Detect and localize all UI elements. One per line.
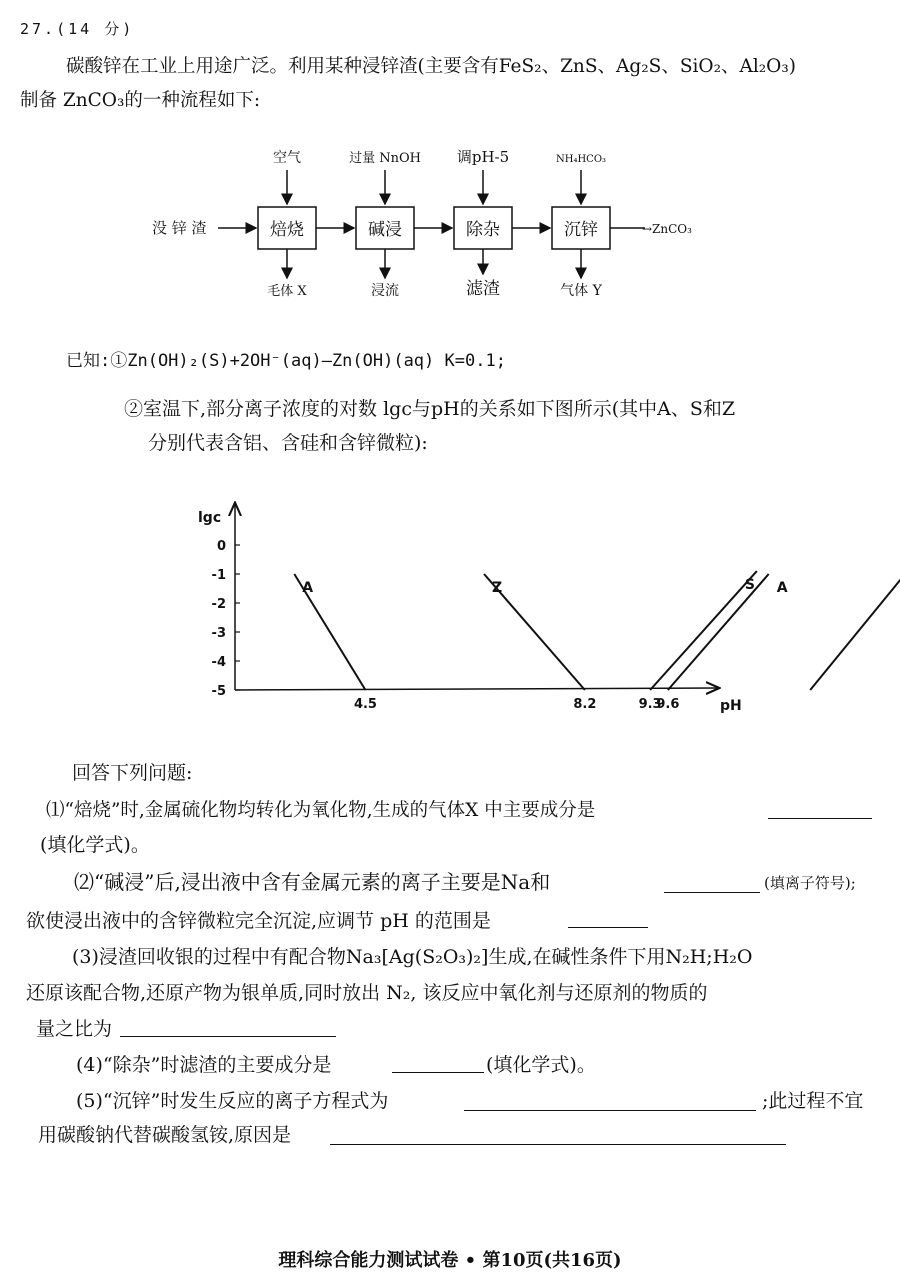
flow-output-leach: 浸流 [371, 283, 399, 299]
x-tick-label: 4.5 [353, 697, 377, 712]
known-item-2-line-2: 分别代表含铝、含硅和含锌微粒): [148, 432, 428, 454]
x-tick-label: 9.6 [656, 697, 680, 712]
series-label-a: A [776, 580, 788, 596]
question-number: 27.(14 分) [20, 20, 135, 38]
series-line-s-2 [650, 571, 757, 690]
q2-ion-blank[interactable] [664, 892, 760, 893]
flow-step-alkali-leach [356, 207, 414, 249]
q3-ratio-blank[interactable] [120, 1036, 336, 1037]
flow-input-nh4hco3: NH₄HCO₃ [555, 154, 607, 165]
y-tick-label: -3 [211, 626, 226, 641]
flow-product-label: →ZnCO₃ [642, 222, 692, 236]
series-label-z: Z [492, 580, 503, 596]
flow-output-residue: 滤渣 [466, 279, 500, 299]
flow-step-alkali-leach-label: 碱浸 [368, 220, 402, 240]
y-tick-label: -2 [211, 597, 226, 612]
flow-start-label: 没 锌 渣 [152, 219, 207, 237]
q3-line-3: 量之比为 [36, 1018, 113, 1040]
flow-step-zinc-precipitation [552, 207, 610, 249]
series-line-a-3 [668, 574, 769, 690]
q2-ph-range-blank[interactable] [568, 927, 648, 928]
y-tick-label: 0 [216, 539, 226, 554]
lgc-ph-chart [180, 490, 788, 720]
q3-line-1: (3)浸渣回收银的过程中有配合物Na₃[Ag(S₂O₃)₂]生成,在碱性条件下用N₂H;H₂O [72, 946, 753, 968]
known-item-2-line-1: ②室温下,部分离子浓度的对数 lgc与pH的关系如下图所示(其中A、S和Z [124, 398, 736, 420]
flow-input-naoh: 过量 NnOH [349, 151, 421, 166]
q2-line-2: 欲使浸出液中的含锌微粒完全沉淀,应调节 pH 的范围是 [26, 910, 491, 932]
y-axis-label: lgc [198, 510, 222, 526]
q1-text: ⑴“焙烧”时,金属硫化物均转化为氧化物,生成的气体X 中主要成分是 [46, 800, 596, 821]
q4-residue-blank[interactable] [392, 1072, 484, 1073]
flow-output-gas-x: 毛体 X [267, 284, 307, 299]
answers-intro: 回答下列问题: [72, 762, 193, 784]
q2-text: ⑵“碱浸”后,浸出液中含有金属元素的离子主要是Na和 [74, 870, 551, 894]
flow-step-impurity-removal-label: 除杂 [466, 220, 500, 240]
flow-step-zinc-precipitation-label: 沉锌 [564, 220, 598, 240]
x-axis [235, 688, 718, 690]
x-tick-label: 9.3 [638, 697, 662, 712]
q4-text: (4)“除杂”时滤渣的主要成分是 [76, 1054, 332, 1076]
flow-step-roast [258, 207, 316, 249]
page-footer: 理科综合能力测试试卷 • 第10页(共16页) [278, 1250, 622, 1271]
series-line-z-4 [810, 574, 900, 690]
q5-equation-blank[interactable] [464, 1110, 756, 1111]
q5-reason-blank[interactable] [330, 1144, 786, 1145]
series-label-a: A [302, 580, 314, 596]
flow-step-impurity-removal [454, 207, 512, 249]
q1-answer-blank[interactable] [768, 818, 872, 819]
q5-text: (5)“沉锌”时发生反应的离子方程式为 [76, 1090, 389, 1112]
y-tick-label: -1 [211, 568, 226, 583]
flow-output-gas-y: 气体 Y [560, 283, 602, 299]
y-tick-label: -5 [211, 684, 226, 699]
process-flow-diagram [140, 140, 740, 310]
intro-line-2: 制备 ZnCO₃的一种流程如下: [20, 90, 261, 111]
q2-note: (填离子符号); [764, 874, 856, 892]
q4-end: (填化学式)。 [486, 1054, 596, 1076]
x-axis-label: pH [720, 698, 742, 714]
flow-step-roast-label: 焙烧 [270, 220, 304, 240]
known-item-1: 已知:①Zn(OH)₂(S)+2OH⁻(aq)—Zn(OH)(aq) K=0.1; [66, 351, 506, 371]
y-tick-label: -4 [211, 655, 226, 670]
q3-line-2: 还原该配合物,还原产物为银单质,同时放出 N₂, 该反应中氧化剂与还原剂的物质的 [26, 982, 708, 1004]
q5-end: ;此过程不宜 [762, 1090, 864, 1112]
flow-input-air: 空气 [273, 150, 301, 166]
intro-line-1: 碳酸锌在工业上用途广泛。利用某种浸锌渣(主要含有FeS₂、ZnS、Ag₂S、SiO₂、Al₂O₃) [66, 56, 796, 77]
q5-line-2: 用碳酸钠代替碳酸氢铵,原因是 [38, 1124, 292, 1146]
series-label-s: S [744, 577, 755, 594]
q1-end: (填化学式)。 [40, 834, 150, 856]
x-tick-label: 8.2 [573, 697, 597, 712]
flow-input-ph: 调pH-5 [456, 148, 510, 166]
